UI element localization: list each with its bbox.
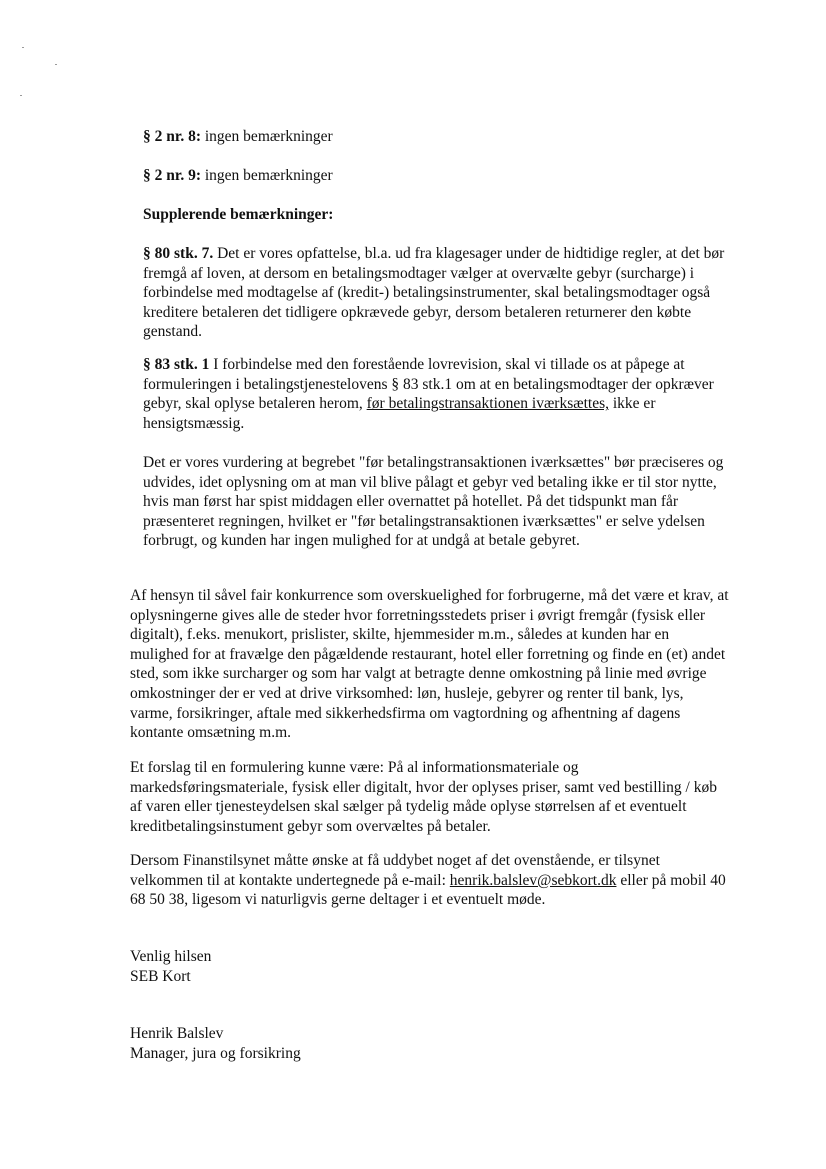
paragraph-s2-nr8 <box>143 127 733 147</box>
section-ref: § 2 nr. 9: <box>143 167 201 184</box>
paragraph-s80 <box>143 244 733 342</box>
section-text: Det er vores opfattelse, bl.a. ud fra klagesager under de hidtidige regler, at det bør fremgå af loven, at dersom en betalingsmodtager vælger at overvælte gebyr (surcharge) i forbindelse med modtagelse af (kredit-) betalingsinstrumenter, skal betalingsmodtager også kreditere betaleren det tidligere opkrævede gebyr, dersom betaleren returnerer den købte genstand. <box>143 245 725 341</box>
underlined-phrase: før betalingstransaktionen iværksættes, <box>366 395 609 413</box>
signature-title: Manager, jura og forsikring <box>130 1045 301 1062</box>
paragraph-s2-nr9 <box>143 166 733 186</box>
section-ref: § 83 stk. 1 <box>143 356 210 373</box>
section-text: ingen bemærkninger <box>201 167 333 184</box>
section-ref: § 2 nr. 8: <box>143 128 201 145</box>
closing-greeting: Venlig hilsen <box>130 948 212 965</box>
paragraph-s83: § 83 stk. 1 I forbindelse med den forestående lovrevision, skal vi tillade os at påpege at formuleringen i betalingstjenestelovens § 83 stk.1 om at en betalingsmodtager der opkræver gebyr, skal oplyse betaleren herom, før betalingstransaktionen iværksættes, ikke er hensigtsmæssig. <box>143 356 714 432</box>
paragraph-forslag: Et forslag til en formulering kunne være: På al informationsmateriale og markedsføringsmateriale, fysisk eller digitalt, hvor der oplyses priser, samt ved bestilling / køb af varen eller tjenesteydelsen skal sælger på tydelig måde oplyse størrelsen af et eventuelt kreditbetalingsinstument gebyr som overvæltes på betaler. <box>130 759 717 835</box>
paragraph-hensyn: Af hensyn til såvel fair konkurrence som overskuelighed for forbrugerne, må det være et krav, at oplysningerne gives alle de steder hvor forretningsstedets priser i øvrigt fremgår (fysisk eller digitalt), f.eks. menukort, prislister, skilte, hjemmesider m.m., således at kunden har en mulighed for at fravælge den pågældende restaurant, hotel eller forretning og finde en (et) andet sted, som ikke surcharger og som har valgt at betragte denne omkostning på linie med øvrige omkostninger der er ved at drive virksomhed: løn, husleje, gebyrer og renter til bank, lys, varme, forsikringer, aftale med sikkerhedsfirma om vagtordning og afhentning af dagens kontante omsætning m.m. <box>130 587 729 742</box>
heading-supplementary: Supplerende bemærkninger: <box>143 206 334 223</box>
closing-company: SEB Kort <box>130 968 191 985</box>
section-ref: § 80 stk. 7. <box>143 245 214 262</box>
scan-speck <box>20 95 22 96</box>
email-link[interactable]: henrik.balslev@sebkort.dk <box>449 871 617 889</box>
scan-speck <box>22 47 24 48</box>
signature-name: Henrik Balslev <box>130 1025 224 1042</box>
scan-speck <box>55 64 57 65</box>
paragraph-kontakt: Dersom Finanstilsynet måtte ønske at få uddybet noget af det ovenstående, er tilsynet velkommen til at kontakte undertegnede på e-mail: henrik.balslev@sebkort.dk eller på mobil 40 68 50 38, ligesom vi naturligvis gerne deltager i et eventuelt møde. <box>130 852 726 909</box>
paragraph-vurdering: Det er vores vurdering at begrebet "før betalingstransaktionen iværksættes" bør præciseres og udvides, idet oplysning om at man vil blive pålagt et gebyr ved betaling ikke er til stor nytte, hvis man først har spist middagen eller overnattet på hotellet. På det tidspunkt man får præsenteret regningen, hvilket er "før betalingstransaktionen iværksættes" er selve ydelsen forbrugt, og kunden har ingen mulighed for at undgå at betale gebyret. <box>143 454 724 550</box>
section-text: ingen bemærkninger <box>201 128 333 145</box>
